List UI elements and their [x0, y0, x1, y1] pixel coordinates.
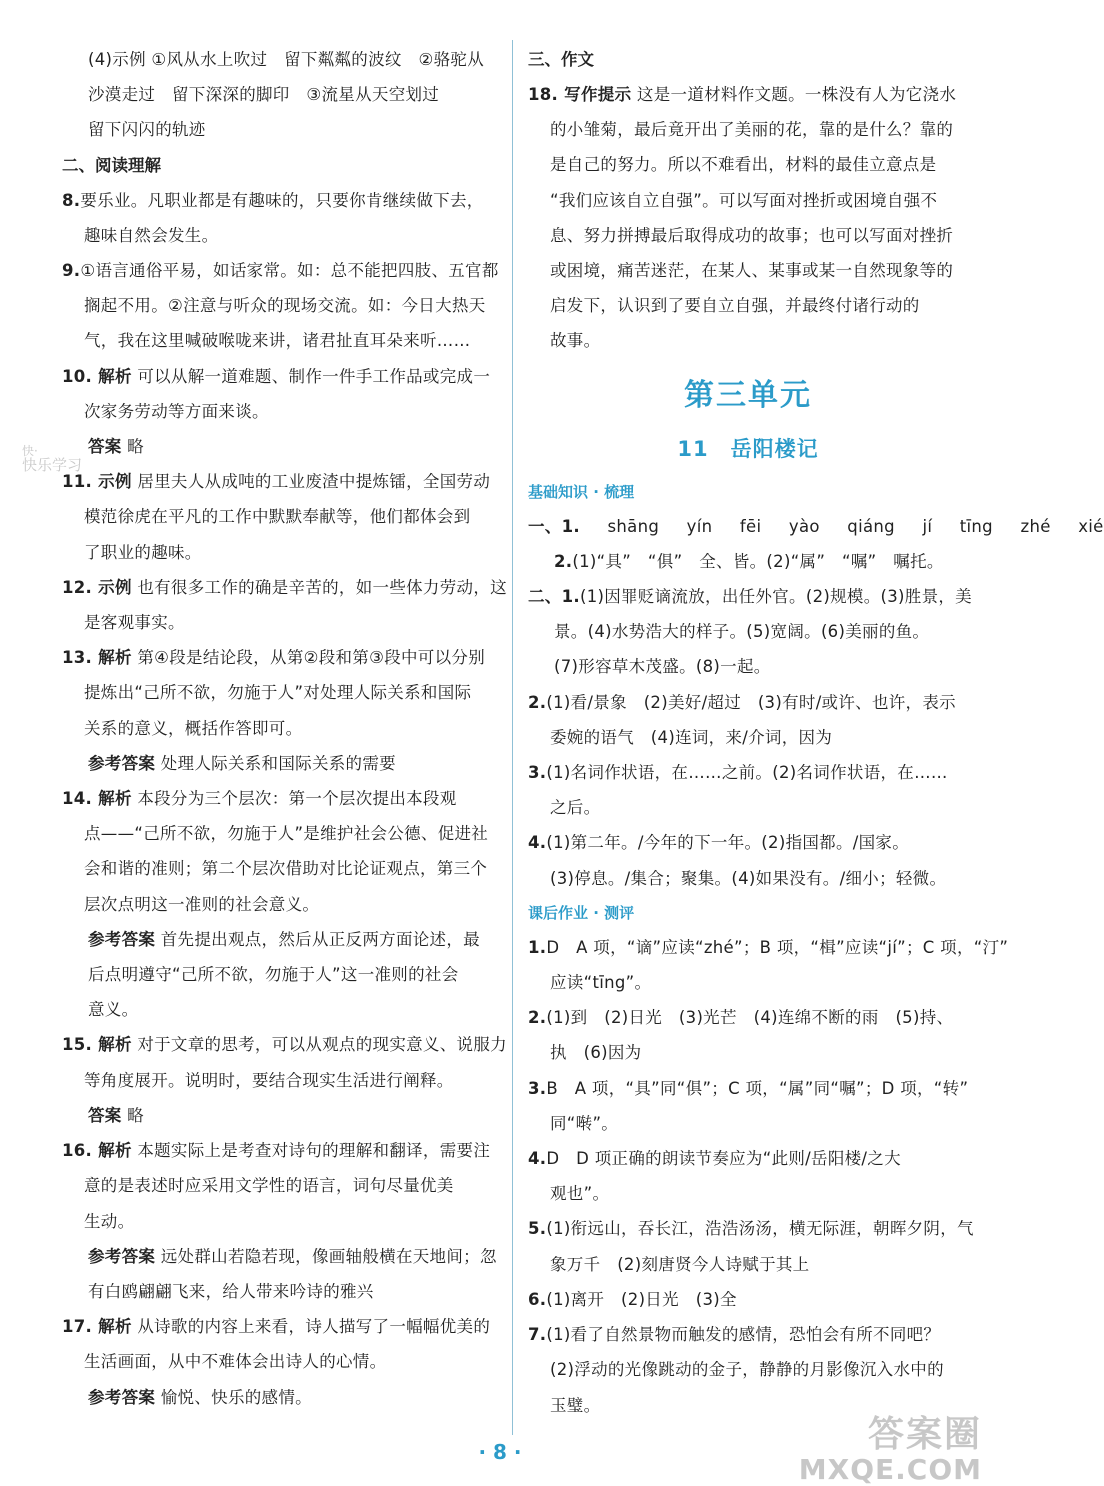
answer-line	[62, 112, 500, 147]
answer-text: (4)示例 ①风从水上吹过 留下粼粼的波纹 ②骆驼从	[88, 50, 485, 69]
answer-label: 7.	[528, 1325, 547, 1345]
answer-line	[62, 42, 500, 77]
homework-answers	[528, 930, 1009, 1423]
answer-text: (1)离开 (2)日光 (3)全	[546, 1289, 737, 1309]
answer-label: 15. 解析	[62, 1035, 132, 1055]
answer-text: 也有很多工作的确是辛苦的，如一些体力劳动，这	[131, 577, 507, 597]
answer-text: 意义。	[88, 1000, 139, 1020]
answer-text: 关系的意义，概括作答即可。	[84, 718, 303, 738]
answer-text: 委婉的语气 (4)连词，来/介词，因为	[550, 727, 833, 747]
answer-line	[528, 755, 968, 790]
answer-line	[528, 509, 1104, 544]
answer-line	[528, 1317, 968, 1352]
answer-label: 参考答案	[88, 1246, 156, 1266]
answer-line	[62, 535, 500, 570]
answer-line	[528, 1035, 968, 1070]
answer-label: 4.	[528, 1149, 547, 1169]
answer-line	[62, 992, 500, 1027]
composition-section	[528, 42, 968, 359]
answer-text: 或困境，痛苦迷茫，在某人、某事或某一自然现象等的	[550, 261, 954, 281]
answer-label: 三、作文	[528, 50, 594, 69]
answer-label: 3.	[528, 1078, 547, 1098]
answer-text: 远处群山若隐若现，像画轴般横在天地间；忽	[155, 1246, 497, 1266]
answer-text: 气，我在这里喊破喉咙来讲，诸君扯直耳朵来听……	[84, 331, 471, 351]
answer-label: 二、阅读理解	[62, 155, 161, 175]
answer-line	[62, 640, 500, 675]
column-divider	[512, 40, 513, 1435]
answer-line	[62, 1027, 507, 1062]
lesson-name: 岳阳楼记	[730, 436, 819, 461]
answer-text: 首先提出观点，然后从正反两方面论述，最	[155, 929, 480, 949]
answer-line	[62, 957, 500, 992]
answer-line	[62, 570, 507, 605]
answer-line	[528, 147, 968, 182]
answer-text: 应读“tīng”。	[550, 973, 652, 993]
answer-line	[62, 605, 500, 640]
lesson-title	[528, 429, 968, 469]
answer-line	[528, 253, 968, 288]
answer-label: 一、1.	[528, 516, 580, 536]
answer-text: 执 (6)因为	[550, 1043, 642, 1063]
answer-line	[62, 1133, 500, 1168]
section-homework: 课后作业 · 测评	[528, 903, 635, 922]
answer-label: 2.	[528, 692, 547, 712]
answer-text: (3)停息。/集合；聚集。(4)如果没有。/细小；轻微。	[550, 868, 947, 888]
answer-text: 次家务劳动等方面来谈。	[84, 401, 269, 421]
answer-line	[528, 965, 968, 1000]
answer-text: 启发下，认识到了要自立自强，并最终付诸行动的	[550, 296, 920, 316]
answer-label: 参考答案	[88, 1387, 156, 1407]
answer-label: 8.	[62, 190, 81, 210]
answer-line	[528, 218, 968, 253]
answer-label: 17. 解析	[62, 1317, 132, 1337]
page-number: · 8 ·	[478, 1440, 522, 1464]
answer-label: 参考答案	[88, 929, 156, 949]
section-heading	[528, 42, 968, 77]
answer-line	[528, 77, 968, 112]
answer-line	[62, 711, 500, 746]
answer-line	[62, 464, 500, 499]
answer-line	[528, 1000, 968, 1035]
answer-label: 答案	[88, 437, 122, 457]
answer-text: 可以从解一道难题、制作一件手工作品或完成一	[131, 366, 491, 386]
answer-text: 第④段是结论段，从第②段和第③段中可以分别	[131, 648, 486, 668]
left-column	[62, 42, 507, 1415]
answer-line	[528, 1352, 968, 1387]
answer-text: 沙漠走过 留下深深的脚印 ③流星从天空划过	[88, 85, 440, 105]
answer-label: 9.	[62, 261, 81, 281]
answer-text: 要乐业。凡职业都是有趣味的，只要你肯继续做下去，	[80, 190, 484, 210]
answer-label: 2.	[554, 551, 573, 571]
section-basic-knowledge: 基础知识 · 梳理	[528, 482, 635, 501]
answer-line	[62, 1380, 500, 1415]
answer-text: 意的是表述时应采用文学性的语言，词句尽量优美	[84, 1176, 454, 1196]
answer-text: 本段分为三个层次：第一个层次提出本段观	[131, 789, 457, 809]
answer-line	[528, 1071, 968, 1106]
answer-text: 层次点明这一准则的社会意义。	[84, 894, 320, 914]
answer-label: 1.	[528, 937, 547, 957]
answer-text: 从诗歌的内容上来看，诗人描写了一幅幅优美的	[131, 1317, 491, 1337]
answer-text: (1)第二年。/今年的下一年。(2)指国都。/国家。	[546, 833, 910, 853]
answer-label: 11. 示例	[62, 472, 132, 492]
answer-line	[62, 499, 500, 534]
answer-line	[62, 253, 500, 288]
answer-line	[528, 649, 968, 684]
answer-text: 生动。	[84, 1211, 135, 1231]
answer-text: 等角度展开。说明时，要结合现实生活进行阐释。	[84, 1070, 454, 1090]
answer-text: 的小雏菊，最后竟开出了美丽的花，靠的是什么？靠的	[550, 120, 954, 140]
answer-line	[528, 1211, 974, 1246]
answer-text: D A 项，“谪”应读“zhé”；B 项，“楫”应读“jí”；C 项，“汀”	[546, 937, 1009, 957]
answer-line	[528, 323, 968, 358]
answer-line	[62, 323, 500, 358]
answer-text: 趣味自然会发生。	[84, 225, 219, 245]
answer-line	[528, 861, 968, 896]
answer-label: 参考答案	[88, 753, 156, 773]
answer-text: 略	[121, 437, 144, 457]
answer-label: 18. 写作提示	[528, 85, 632, 104]
answer-label: 二、1.	[528, 587, 580, 607]
answer-label: 12. 示例	[62, 577, 132, 597]
answer-line	[62, 746, 500, 781]
answer-line	[62, 1204, 500, 1239]
answer-text: 象万千 (2)刻唐贤今人诗赋于其上	[550, 1254, 810, 1274]
answer-text: 模范徐虎在平凡的工作中默默奉献等，他们都体会到	[84, 507, 471, 527]
answer-line	[528, 825, 968, 860]
answer-text: 是自己的努力。所以不难看出，材料的最佳立意点是	[550, 155, 937, 175]
answer-line	[62, 781, 500, 816]
answer-line	[62, 77, 500, 112]
answer-text: 对于文章的思考，可以从观点的现实意义、说服力	[131, 1035, 507, 1055]
answer-text: 生活画面，从中不难体会出诗人的心情。	[84, 1352, 387, 1372]
answer-line	[62, 1344, 500, 1379]
answer-text: (1)衔远山，吞长江，浩浩汤汤，横无际涯，朝晖夕阴，气	[546, 1219, 974, 1239]
answer-label: 4.	[528, 833, 547, 853]
answer-text: 略	[121, 1105, 144, 1125]
answer-line	[528, 579, 972, 614]
answer-line	[528, 614, 968, 649]
answer-text: 这是一道材料作文题。一株没有人为它浇水	[631, 85, 957, 104]
answer-line	[528, 288, 968, 323]
answer-line	[62, 218, 500, 253]
right-column	[528, 42, 1104, 1423]
answer-text: 点——“己所不欲，勿施于人”是维护社会公德、促进社	[84, 824, 489, 844]
answer-line	[528, 720, 968, 755]
answer-text: 有白鸥翩翩飞来，给人带来吟诗的雅兴	[88, 1281, 374, 1301]
watermark-url: MXQE.COM	[798, 1453, 982, 1486]
answer-label: 3.	[528, 763, 547, 783]
answer-label: 14. 解析	[62, 789, 132, 809]
answer-text: 同“啭”。	[550, 1113, 619, 1133]
answer-text: 之后。	[550, 798, 601, 818]
answer-line	[62, 1098, 500, 1133]
answer-text: (1)看/景象 (2)美好/超过 (3)有时/或许、也许，表示	[546, 692, 956, 712]
answer-line	[62, 1239, 500, 1274]
answer-text: 居里夫人从成吨的工业废渣中提炼镭，全国劳动	[131, 472, 491, 492]
answer-label: 2.	[528, 1008, 547, 1028]
answer-line	[62, 887, 500, 922]
answer-line	[528, 1106, 968, 1141]
lesson-number: 11	[677, 436, 709, 461]
answer-label: 5.	[528, 1219, 547, 1239]
answer-line	[528, 1176, 968, 1211]
answer-text: 了职业的趣味。	[84, 542, 202, 562]
answer-text: “我们应该自立自强”。可以写面对挫折或困境自强不	[550, 190, 938, 210]
answer-line	[62, 394, 500, 429]
answer-text: 处理人际关系和国际关系的需要	[155, 753, 396, 773]
answer-line	[62, 429, 500, 464]
answer-label: 16. 解析	[62, 1141, 132, 1161]
answer-text: 观也”。	[550, 1184, 610, 1204]
answer-text: (1)因罪贬谪流放，出任外官。(2)规模。(3)胜景，美	[579, 587, 972, 607]
answer-text: 会和谐的准则；第二个层次借助对比论证观点，第三个	[84, 859, 488, 879]
answer-line	[62, 675, 500, 710]
unit-title: 第三单元	[684, 377, 812, 413]
answer-label: 答案	[88, 1105, 122, 1125]
answer-text: (2)浮动的光像跳动的金子，静静的月影像沉入水中的	[550, 1360, 944, 1380]
answer-line	[528, 1141, 968, 1176]
answer-line	[62, 922, 500, 957]
answer-line	[528, 930, 1009, 965]
answer-line	[528, 1282, 968, 1317]
answer-text: shāng yín fēi yào qiáng jí tīng zhé xié	[579, 516, 1104, 536]
answer-text: 是客观事实。	[84, 613, 185, 633]
answer-line	[528, 790, 968, 825]
answer-text: 留下闪闪的轨迹	[88, 120, 206, 140]
answer-line	[62, 816, 500, 851]
answer-text: (1)看了自然景物而触发的感情，恐怕会有所不同吧？	[546, 1325, 941, 1345]
answer-line	[528, 685, 968, 720]
answer-text: (1)名词作状语，在……之前。(2)名词作状语，在……	[546, 763, 948, 783]
answer-text: 景。(4)水势浩大的样子。(5)宽阔。(6)美丽的鱼。	[554, 622, 930, 642]
answer-line	[528, 544, 968, 579]
answer-line	[62, 359, 500, 394]
answer-text: 愉悦、快乐的感情。	[155, 1387, 312, 1407]
answer-line	[62, 183, 500, 218]
answer-text: 提炼出“己所不欲，勿施于人”对处理人际关系和国际	[84, 683, 472, 703]
answer-text: D D 项正确的朗读节奏应为“此则/岳阳楼/之大	[546, 1149, 901, 1169]
answer-label: 6.	[528, 1289, 547, 1309]
answer-label: 13. 解析	[62, 648, 132, 668]
answer-text: 息、努力拼搏最后取得成功的故事；也可以写面对挫折	[550, 225, 954, 245]
answer-text: 后点明遵守“己所不欲，勿施于人”这一准则的社会	[88, 965, 459, 985]
watermark-text: 答案圈	[867, 1414, 982, 1455]
answer-line	[62, 288, 500, 323]
answer-line	[62, 1063, 500, 1098]
answer-text: (1)到 (2)日光 (3)光芒 (4)连绵不断的雨 (5)持、	[546, 1008, 954, 1028]
answer-text: ①语言通俗平易，如话家常。如：总不能把四肢、五官都	[80, 261, 499, 281]
answer-line	[62, 1168, 500, 1203]
answer-text: 玉璧。	[550, 1395, 601, 1415]
watermark-logo	[799, 1415, 982, 1485]
answer-text: B A 项，“具”同“俱”；C 项，“属”同“嘱”；D 项，“转”	[546, 1078, 969, 1098]
basic-knowledge-answers	[528, 509, 1104, 896]
answer-line	[62, 1309, 500, 1344]
section-heading	[62, 148, 500, 183]
answer-line	[62, 851, 500, 886]
answer-text: (7)形容草木茂盛。(8)一起。	[554, 657, 771, 677]
answer-line	[528, 112, 968, 147]
answer-line	[528, 183, 968, 218]
answer-text: 本题实际上是考查对诗句的理解和翻译，需要注	[131, 1141, 491, 1161]
answer-label: 10. 解析	[62, 366, 132, 386]
answer-line	[528, 1247, 968, 1282]
answer-text: 故事。	[550, 331, 601, 351]
answer-text: (1)“具” “俱” 全、皆。(2)“属” “嘱” 嘱托。	[572, 551, 944, 571]
answer-line	[62, 1274, 500, 1309]
faded-stamp: 快· 快乐学习	[22, 444, 83, 474]
answer-text: 搁起不用。②注意与听众的现场交流。如：今日大热天	[84, 296, 486, 316]
